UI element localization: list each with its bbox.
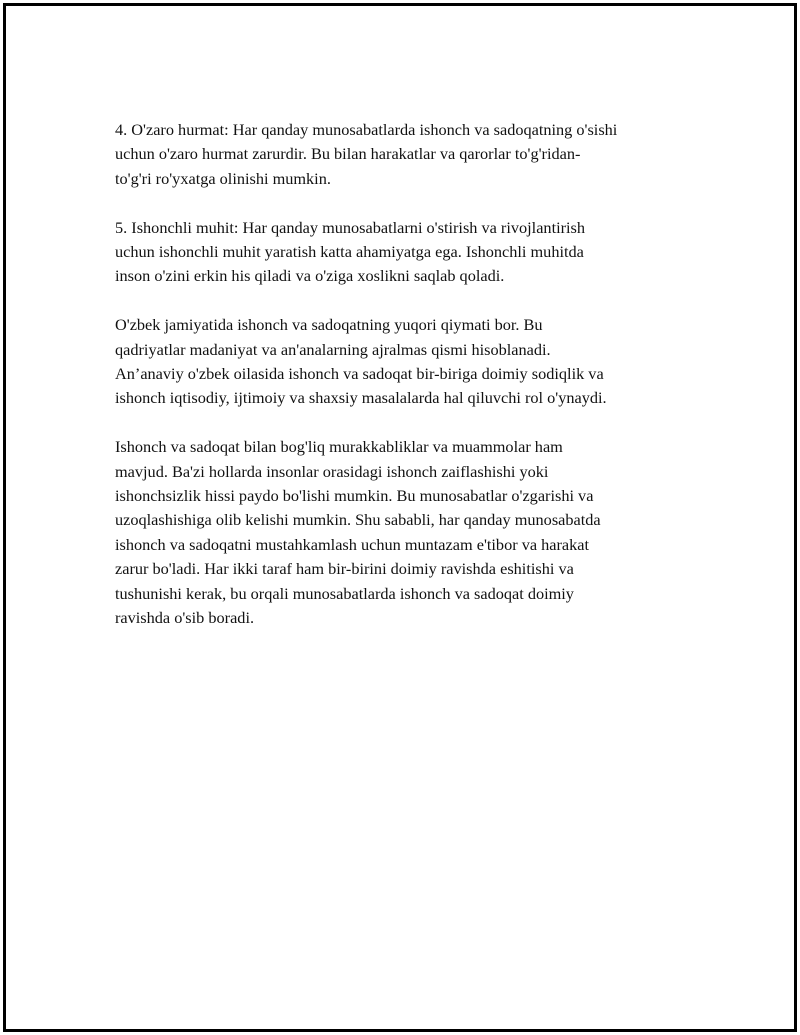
text-line: inson o'zini erkin his qiladi va o'ziga xoslikni saqlab qoladi. [115,266,505,286]
text-line: ishonch va sadoqatni mustahkamlash uchun muntazam e'tibor va harakat [115,534,590,554]
text-line: uchun o'zaro hurmat zarurdir. Bu bilan harakatlar va qarorlar to'g'ridan- [115,144,581,164]
paragraph-challenges [115,435,695,630]
text-line: ishonchsizlik hissi paydo bo'lishi mumkin. Bu munosabatlar o'zgarishi va [115,486,594,506]
text-line: to'g'ri ro'yxatga olinishi mumkin. [115,168,331,188]
paragraph-trusted-environment [115,216,695,289]
text-line: O'zbek jamiyatida ishonch va sadoqatning yuqori qiymati bor. Bu [115,315,543,335]
paragraph-mutual-respect [115,118,695,191]
text-line: zarur bo'ladi. Har ikki taraf ham bir-birini doimiy ravishda eshitishi va [115,559,574,579]
text-line: 5. Ishonchli muhit: Har qanday munosabatlarni o'stirish va rivojlantirish [115,217,586,237]
text-line: qadriyatlar madaniyat va an'analarning ajralmas qismi hisoblanadi. [115,339,551,359]
text-line: tushunishi kerak, bu orqali munosabatlarda ishonch va sadoqat doimiy [115,583,574,603]
text-line: An’anaviy o'zbek oilasida ishonch va sadoqat bir-biriga doimiy sodiqlik va [115,364,604,384]
text-line: ishonch iqtisodiy, ijtimoiy va shaxsiy masalalarda hal qiluvchi rol o'ynaydi. [115,388,607,408]
paragraph-uzbek-society [115,313,695,411]
text-line: ravishda o'sib boradi. [115,608,255,628]
text-line: Ishonch va sadoqat bilan bog'liq murakkabliklar va muammolar ham [115,437,563,457]
text-line: 4. O'zaro hurmat: Har qanday munosabatlarda ishonch va sadoqatning o'sishi [115,120,618,139]
text-line: uchun ishonchli muhit yaratish katta ahamiyatga ega. Ishonchli muhitda [115,242,584,262]
text-line: mavjud. Ba'zi hollarda insonlar orasidagi ishonch zaiflashishi yoki [115,461,549,481]
document-body [115,118,695,655]
text-line: uzoqlashishiga olib kelishi mumkin. Shu sababli, har qanday munosabatda [115,510,601,530]
